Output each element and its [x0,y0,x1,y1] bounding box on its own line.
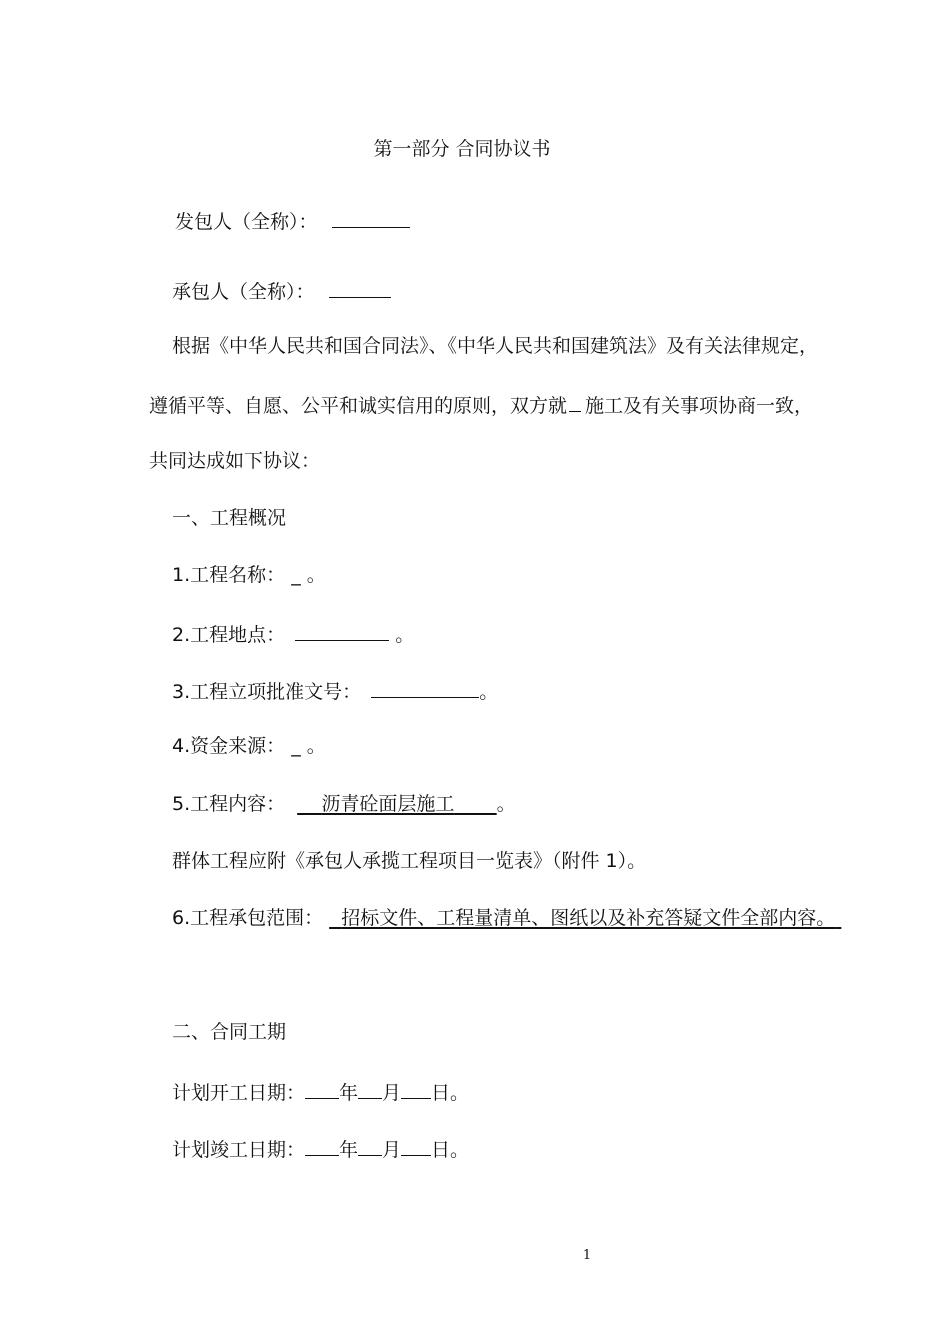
item-2-blank [295,620,389,641]
start-label: 计划开工日期： [172,1082,306,1104]
preamble-line-1: 根据《中华人民共和国合同法》、《中华人民共和国建筑法》及有关法律规定， [172,335,819,357]
item-1-end: 。 [306,564,326,586]
preamble-line-3: 共同达成如下协议： [149,450,321,472]
finish-month-blank [358,1135,382,1156]
planned-start-date [172,1078,469,1105]
item-4-value: _ [291,735,301,757]
start-month-blank [358,1078,382,1099]
employer-blank [332,207,410,228]
start-year-blank [305,1078,339,1099]
item-5-label: 5.工程内容： [172,793,286,815]
page-title: 第一部分 合同协议书 [373,138,551,160]
employer-label: 发包人（全称）： [175,211,318,233]
preamble-text-b: 施工及有关事项协商一致， [585,395,814,417]
item-1-label: 1.工程名称： [172,564,286,586]
preamble-line-2 [149,391,813,418]
item-5-end: 。 [496,793,516,815]
planned-finish-date [172,1135,469,1162]
start-year-label: 年 [339,1082,359,1104]
group-project-note: 群体工程应附《承包人承揽工程项目一览表》（附件 1）。 [172,850,647,872]
item-fund-source [172,734,326,758]
start-day-label: 日。 [431,1082,470,1104]
start-day-blank [401,1078,431,1099]
item-2-end: 。 [395,624,415,646]
item-6-label: 6.工程承包范围： [172,907,324,929]
finish-label: 计划竣工日期： [172,1139,306,1161]
item-1-value: _ [291,564,301,586]
item-project-location [172,620,414,647]
finish-day-label: 日。 [431,1139,470,1161]
item-3-label: 3.工程立项批准文号： [172,681,362,703]
start-month-label: 月 [382,1082,402,1104]
contractor-blank [329,277,391,298]
item-5-value-wrap [297,793,496,815]
page-number: 1 [582,1248,592,1263]
item-5-value: 沥青砼面层施工 [321,793,455,815]
item-6-value-wrap [329,907,841,929]
item-3-end: 。 [479,681,499,703]
finish-year-blank [305,1135,339,1156]
finish-year-label: 年 [339,1139,359,1161]
item-project-name [172,563,326,587]
finish-month-label: 月 [382,1139,402,1161]
finish-day-blank [401,1135,431,1156]
contractor-line [172,277,391,304]
project-blank [569,391,581,412]
item-2-label: 2.工程地点： [172,624,286,646]
contractor-label: 承包人（全称）： [172,281,315,303]
item-3-blank [371,677,479,698]
item-6-value: 招标文件、工程量清单、图纸以及补充答疑文件全部内容。 [341,907,836,929]
preamble-text-a: 遵循平等、自愿、公平和诚实信用的原则，双方就 [149,395,568,417]
section-2-heading: 二、合同工期 [172,1021,287,1043]
item-approval-number [172,677,498,704]
employer-line [175,207,410,234]
item-4-label: 4.资金来源： [172,735,286,757]
item-project-content [172,792,516,816]
item-contract-scope [172,906,841,930]
section-1-heading: 一、工程概况 [172,507,287,529]
item-4-end: 。 [306,735,326,757]
